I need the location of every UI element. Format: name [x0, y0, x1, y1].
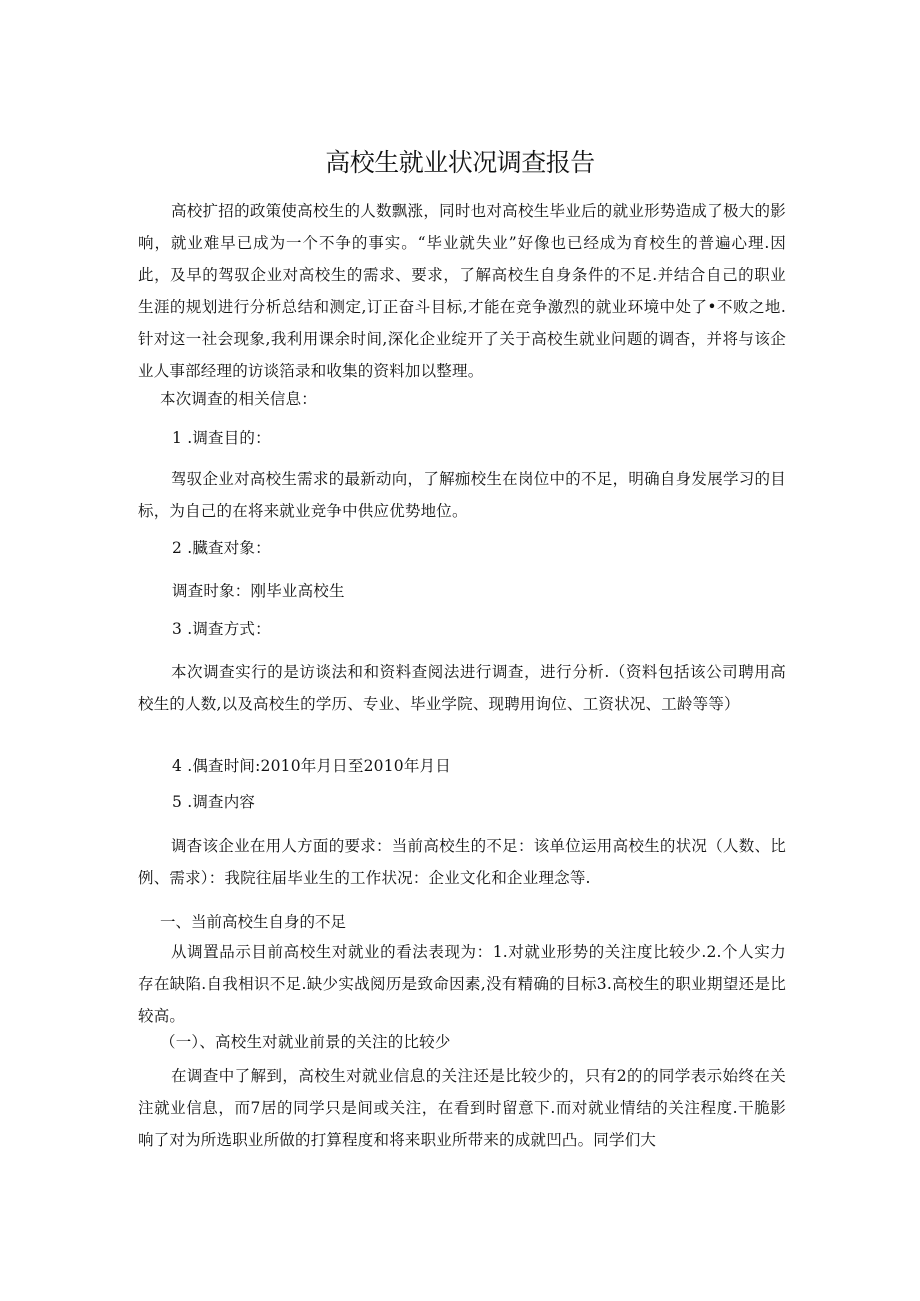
section-1-sub-heading: （一）、高校生对就业前景的关注的比较少 [160, 1033, 451, 1051]
item-2-body: 调查时象：刚毕业高校生 [172, 582, 345, 600]
item-1-body: 驾驭企业对高校生需求的最新动向，了解痂校生在岗位中的不足，明确自身发展学习的目标，为自己的在将来就业竞争中供应优势地位。 [138, 470, 786, 520]
item-3-heading: 3 .调查方式： [172, 620, 271, 638]
item-5-heading: 5 .调查内容 [172, 793, 256, 811]
item-2-heading: 2 .臓查对象： [172, 539, 271, 557]
section-1-heading: 一、当前高校生自身的不足 [160, 913, 347, 931]
item-3-body: 本次调查实行的是访谈法和和资料查阅法进行调查，进行分析.（资料包括该公司聘用高校生的人数,以及高校生的学历、专业、毕业学院、现聘用询位、工资状况、工龄等等） [138, 663, 786, 713]
item-5-body: 调杳该企业在用人方面的要求：当前高校生的不足：该单位运用高校生的状况（人数、比例、需求）：我院往届毕业生的工作状况：企业文化和企业理念等. [138, 837, 786, 887]
info-label: 本次调查的相关信息： [160, 390, 318, 408]
intro-paragraph: 高校扩招的政策使高校生的人数飘涨，同时也对高校生毕业后的就业形势造成了极大的影响，就业难早已成为一个不争的事实。“毕业就失业”好像也已经成为育校生的普遍心理.因此，及早的驾驭企业对高校生的需求、要求，了解高校生自身条件的不足.并结合自己的职业生涯的规划进行分析总结和测定,订正奋斗目标,才能在竞争激烈的就业环境中处了•不败之地.针对这一社会现象,我利用课余时间,深化企业绽开了关于高校生就业问题的调杳，并将与该企业人事部经理的访谈箔录和收集的资料加以整理。 [138, 202, 786, 380]
section-1-sub-body: 在调查中了解到，高校生对就业信息的关注还是比较少的，只有2的的同学表示始终在关注就业信息，而7居的同学只是间或关注，在看到时留意下.而对就业情结的关注程度.干脆影响了对为所选职业所做的打算程度和将来职业所带来的成就凹凸。同学们大 [138, 1067, 786, 1149]
item-1-heading: 1 .调查目的： [172, 429, 271, 447]
section-1-body: 从调置品示目前高校生对就业的看法表现为：1.对就业形势的关注度比较少.2.个人实力存在缺陷.自我相识不足.缺少实战阅历是致命因素,没有精确的目标3.高校生的职业期望还是比较高。 [138, 943, 786, 1025]
page-title: 高校生就业状况调查报告 [325, 148, 595, 177]
item-4-heading: 4 .偶查时间:2010年月日至2010年月日 [172, 757, 451, 775]
